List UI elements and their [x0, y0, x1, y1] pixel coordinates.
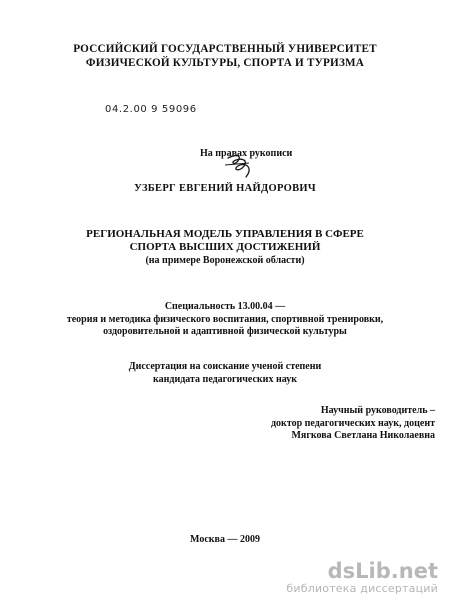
- watermark-subtitle: библиотека диссертаций: [286, 582, 438, 595]
- supervisor-block: [255, 405, 435, 443]
- title-line-1: РЕГИОНАЛЬНАЯ МОДЕЛЬ УПРАВЛЕНИЯ В СФЕРЕ: [86, 228, 364, 240]
- degree-line-2: кандидата педагогических наук: [153, 373, 297, 385]
- watermark-logo: dsLib.net: [327, 559, 438, 583]
- library-stamp-number: 04.2.00 9 59096: [105, 104, 197, 115]
- supervisor-line-3: Мягкова Светлана Николаевна: [291, 430, 435, 441]
- specialty-line-3: оздоровительной и адаптивной физической культуры: [103, 326, 347, 337]
- supervisor-line-2: доктор педагогических наук, доцент: [271, 417, 435, 429]
- specialty-line-2: теория и методика физического воспитания, спортивной тренировки,: [66, 313, 384, 325]
- specialty-block: [0, 301, 450, 339]
- author-signature: [222, 152, 256, 178]
- institution-name: [0, 42, 450, 70]
- title-subtitle: (на примере Воронежской области): [145, 255, 305, 266]
- institution-line-1: РОССИЙСКИЙ ГОСУДАРСТВЕННЫЙ УНИВЕРСИТЕТ: [73, 43, 377, 55]
- supervisor-line-1: Научный руководитель –: [320, 405, 435, 416]
- title-line-2: СПОРТА ВЫСШИХ ДОСТИЖЕНИЙ: [129, 241, 321, 253]
- institution-line-2: ФИЗИЧЕСКОЙ КУЛЬТУРЫ, СПОРТА И ТУРИЗМА: [85, 57, 365, 69]
- manuscript-rights-label: На правах рукописи: [200, 148, 293, 159]
- city-year: Москва — 2009: [190, 534, 260, 545]
- dslib-watermark: [286, 560, 438, 595]
- dissertation-title: [0, 228, 450, 267]
- degree-line-1: Диссертация на соискание ученой степени: [128, 361, 322, 372]
- degree-block: [0, 361, 450, 386]
- specialty-line-1: Специальность 13.00.04 —: [164, 301, 286, 312]
- author-name: УЗБЕРГ ЕВГЕНИЙ НАЙДОРОВИЧ: [134, 183, 316, 194]
